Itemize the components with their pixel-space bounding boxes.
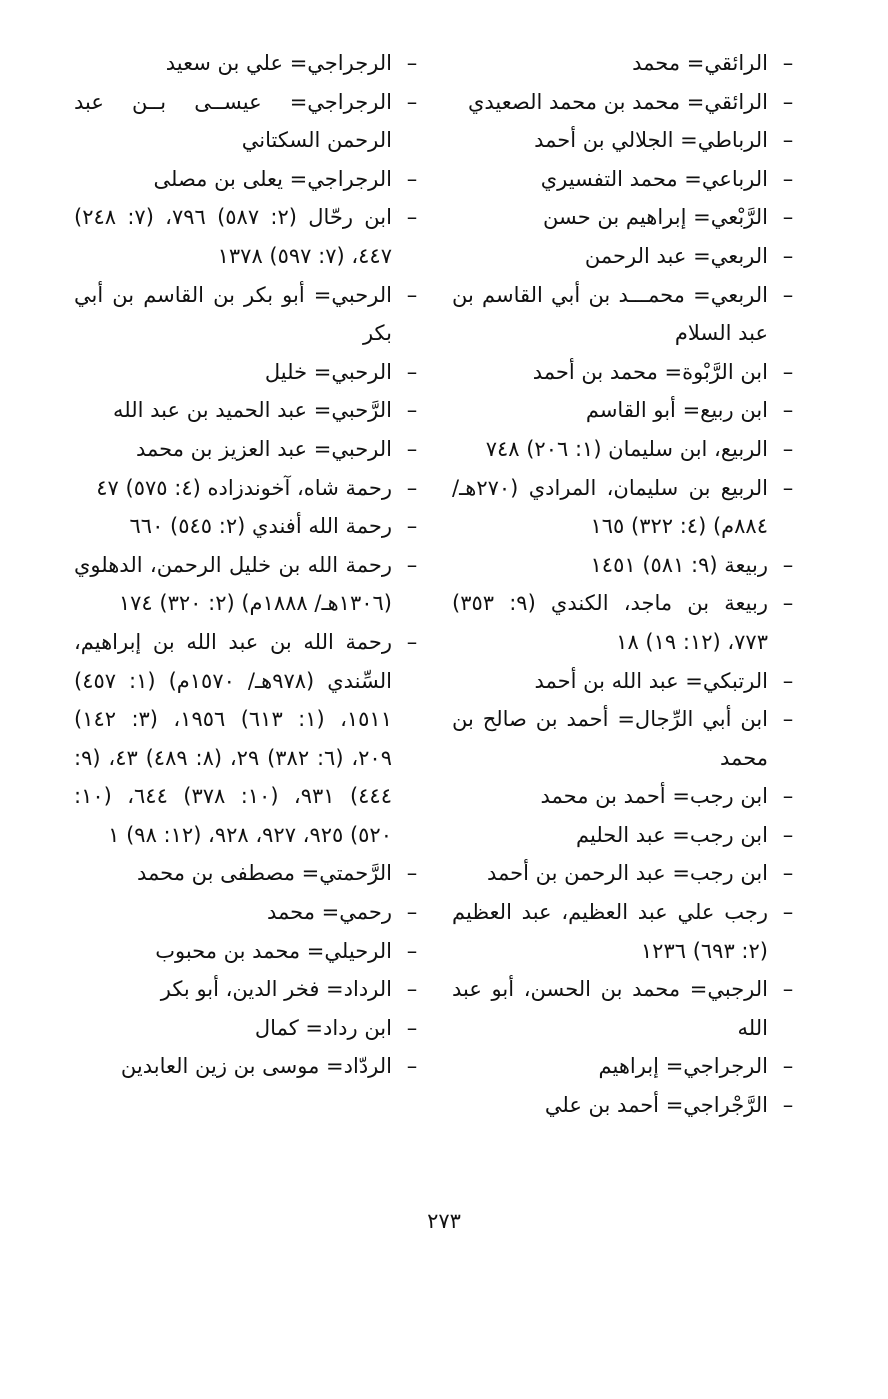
entry-bullet: –: [782, 784, 794, 809]
entry-text: الرائقي= محمد: [632, 51, 768, 75]
entry-text: الرجبي= محمد بن الحسن، أبو عبد الله: [452, 977, 768, 1040]
index-entry: [74, 44, 422, 83]
index-entry: [74, 1009, 422, 1048]
index-entry: [74, 430, 422, 469]
entry-text: رجب علي عبد العظيم، عبد العظيم (٢: ٦٩٣) ١٢٣٦: [452, 900, 768, 963]
entry-bullet: –: [406, 629, 418, 654]
entry-text: رحمة الله بن عبد الله بن إبراهيم، السِّندي (٩٧٨هـ/ ١٥٧٠م) (١: ٤٥٧) ١٥١١، (١: ٦١٣) ١٩٥٦، (٣: ١٤٢) ٢٠٩، (٦: ٣٨٢) ٢٩، (٨: ٤٨٩) ٤٣، (٩: ٤٤٤) ٩٣١، (١٠: ٣٧٨) ٦٤٤، (١٠: ٥٢٠) ٩٢٥، ٩٢٧، ٩٢٨، (١٢: ٩٨) ١: [74, 629, 392, 847]
entry-text: ابن رجب= عبد الحليم: [576, 822, 768, 847]
index-entry: [74, 932, 422, 971]
entry-bullet: –: [406, 938, 418, 963]
index-entry: [452, 700, 798, 777]
index-entry: [452, 430, 798, 469]
index-entry: [452, 854, 798, 893]
entry-text: الربيع بن سليمان، المرادي (٢٧٠هـ/ ٨٨٤م) (٤: ٣٢٢) ١٦٥: [452, 475, 768, 539]
entry-bullet: –: [782, 436, 794, 461]
entry-text: ابن رحّال (٢: ٥٨٧) ٧٩٦، (٧: ٢٤٨) ٤٤٧، (٧: ٥٩٧) ١٣٧٨: [74, 205, 392, 268]
index-entry: [452, 546, 798, 585]
entry-bullet: –: [782, 668, 794, 693]
entry-bullet: –: [406, 89, 418, 114]
entry-bullet: –: [406, 475, 418, 500]
entry-text: الرَّجْراجي= أحمد بن علي: [544, 1093, 768, 1118]
index-entry: [452, 160, 798, 199]
entry-text: الرَّبْعي= إبراهيم بن حسن: [543, 205, 768, 230]
entry-text: ابن رجب= أحمد بن محمد: [540, 784, 768, 809]
index-entry: [74, 391, 422, 430]
entry-bullet: –: [782, 205, 794, 230]
entry-text: الرباطي= الجلالي بن أحمد: [534, 128, 768, 153]
entry-text: ابن أبي الرِّجال= أحمد بن صالح بن محمد: [452, 707, 768, 770]
entry-bullet: –: [782, 51, 794, 75]
entry-bullet: –: [406, 51, 418, 75]
index-entry: [452, 237, 798, 276]
entry-text: ابن رداد= كمال: [254, 1015, 392, 1040]
entry-bullet: –: [782, 861, 794, 886]
entry-text: ربيعة بن ماجد، الكندي (٩: ٣٥٣) ٧٧٣، (١٢: ١٩) ١٨: [452, 591, 768, 654]
entry-text: الرائقي= محمد بن محمد الصعيدي: [467, 89, 768, 114]
entry-bullet: –: [406, 900, 418, 925]
entry-text: رحمة شاه، آخوندزاده (٤: ٥٧٥) ٤٧: [96, 475, 392, 500]
entry-text: الرداد= فخر الدين، أبو بكر: [160, 977, 392, 1002]
entry-bullet: –: [406, 436, 418, 461]
entry-text: الرحبي= عبد العزيز بن محمد: [135, 436, 392, 461]
entry-text: الرجراجي= عيســى بــن عبد الرحمن السكتاني: [74, 89, 392, 153]
entry-text: الرحبي= خليل: [264, 359, 392, 384]
entry-bullet: –: [782, 282, 794, 307]
index-entry: [74, 623, 422, 855]
index-entry: [74, 507, 422, 546]
entry-bullet: –: [406, 514, 418, 539]
index-entry: [452, 816, 798, 855]
index-entry: [74, 1047, 422, 1086]
entry-bullet: –: [782, 707, 794, 732]
index-entry: [74, 160, 422, 199]
index-entry: [452, 83, 798, 122]
entry-text: رحمة الله بن خليل الرحمن، الدهلوي (١٣٠٦هـ/ ١٨٨٨م) (٢: ٣٢٠) ١٧٤: [74, 552, 392, 616]
index-entry: [74, 469, 422, 508]
index-entry: [452, 353, 798, 392]
entry-bullet: –: [782, 552, 794, 577]
index-entry: [74, 353, 422, 392]
index-entry: [452, 662, 798, 701]
index-entry: [74, 198, 422, 275]
entry-text: الردّاد= موسى بن زين العابدين: [120, 1054, 392, 1079]
entry-text: رحمي= محمد: [266, 900, 392, 925]
entry-text: الربيع، ابن سليمان (١: ٢٠٦) ٧٤٨: [485, 436, 768, 461]
index-entry: [452, 893, 798, 970]
entry-bullet: –: [782, 166, 794, 191]
entry-bullet: –: [782, 128, 794, 153]
entry-bullet: –: [406, 398, 418, 423]
entry-bullet: –: [782, 1054, 794, 1079]
entry-text: رحمة الله أفندي (٢: ٥٤٥) ٦٦٠: [129, 514, 392, 539]
entry-bullet: –: [782, 900, 794, 925]
entry-bullet: –: [782, 822, 794, 847]
entry-text: الرجراجي= يعلى بن مصلى: [153, 166, 392, 191]
entry-text: الرجراجي= إبراهيم: [598, 1054, 768, 1079]
entry-bullet: –: [406, 359, 418, 384]
entry-text: الرَّحبي= عبد الحميد بن عبد الله: [113, 398, 392, 423]
entry-text: الرتبكي= عبد الله بن أحمد: [534, 668, 768, 693]
entry-bullet: –: [406, 205, 418, 230]
entry-bullet: –: [406, 977, 418, 1002]
entry-bullet: –: [782, 475, 794, 500]
entry-text: ابن الرَّبْوة= محمد بن أحمد: [532, 359, 768, 384]
index-entry: [452, 198, 798, 237]
entry-bullet: –: [782, 977, 794, 1002]
index-entry: [74, 276, 422, 353]
entry-bullet: –: [406, 1015, 418, 1040]
index-entry: [452, 1086, 798, 1125]
index-column-right: [452, 44, 798, 1125]
index-entry: [452, 1047, 798, 1086]
entry-text: الرباعي= محمد التفسيري: [540, 166, 768, 191]
entry-bullet: –: [782, 591, 794, 616]
entry-bullet: –: [782, 398, 794, 423]
index-entry: [74, 893, 422, 932]
entry-bullet: –: [406, 166, 418, 191]
entry-bullet: –: [406, 552, 418, 577]
entry-bullet: –: [782, 1093, 794, 1118]
entry-bullet: –: [782, 243, 794, 268]
entry-bullet: –: [782, 89, 794, 114]
index-entry: [452, 44, 798, 83]
page-number: ٢٧٣: [427, 1209, 461, 1233]
entry-bullet: –: [406, 861, 418, 886]
entry-text: ابن رجب= عبد الرحمن بن أحمد: [486, 861, 768, 886]
entry-text: الربعي= محمـــد بن أبي القاسم بن عبد السلام: [452, 282, 768, 346]
entry-text: الرحيلي= محمد بن محبوب: [155, 938, 392, 963]
entry-bullet: –: [406, 282, 418, 307]
index-entry: [452, 469, 798, 546]
entry-text: الرحبي= أبو بكر بن القاسم بن أبي بكر: [74, 282, 392, 346]
index-entry: [74, 546, 422, 623]
index-entry: [452, 391, 798, 430]
entry-text: ابن ربيع= أبو القاسم: [585, 398, 768, 423]
index-entry: [452, 584, 798, 661]
index-entry: [452, 777, 798, 816]
index-entry: [74, 854, 422, 893]
entry-bullet: –: [406, 1054, 418, 1079]
entry-text: ربيعة (٩: ٥٨١) ١٤٥١: [590, 552, 768, 577]
entry-text: الرجراجي= علي بن سعيد: [165, 51, 392, 75]
index-entry: [452, 276, 798, 353]
index-entry: [452, 121, 798, 160]
entry-text: الربعي= عبد الرحمن: [584, 243, 768, 268]
index-entry: [452, 970, 798, 1047]
index-entry: [74, 970, 422, 1009]
entry-text: الرَّحمتي= مصطفى بن محمد: [136, 861, 392, 886]
index-entry: [74, 83, 422, 160]
entry-bullet: –: [782, 359, 794, 384]
index-column-left: [74, 44, 422, 1086]
